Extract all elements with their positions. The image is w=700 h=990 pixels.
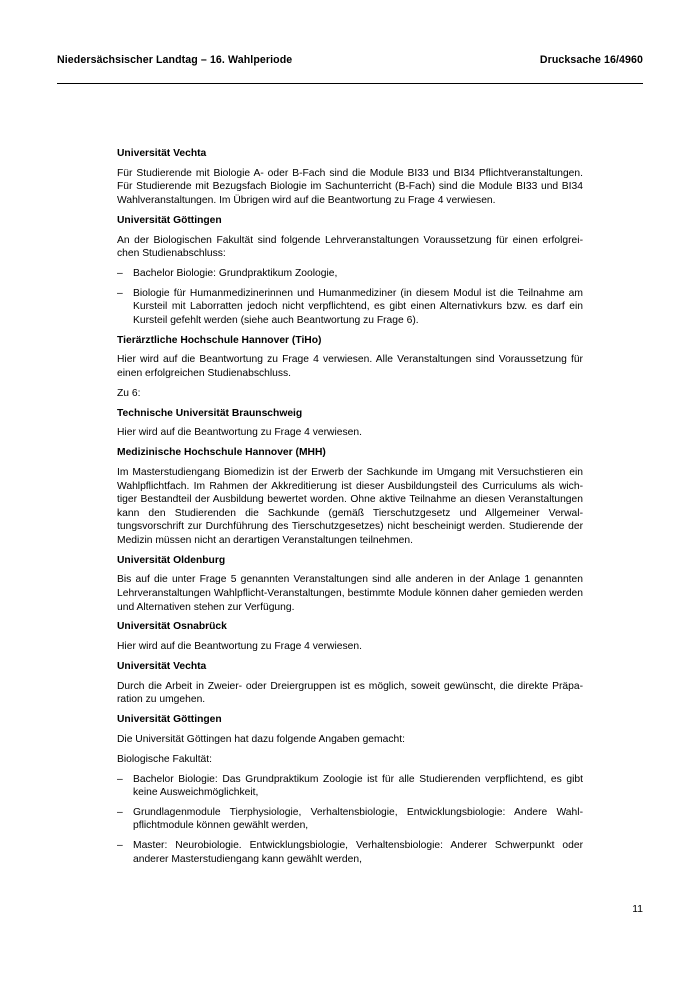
- header-divider: [57, 83, 643, 84]
- paragraph: Die Universität Göttingen hat dazu folgende Angaben gemacht:: [117, 733, 405, 745]
- paragraph: Biologische Fakultät:: [117, 753, 213, 765]
- section-heading: Medizinische Hochschule Hannover (MHH): [117, 447, 326, 459]
- list-item-text: Grundlagenmodule Tierphysiologie, Verhaltensbiologie, Entwicklungsbiologie: Andere Wahlpflichtmodule können gewählt werden,: [133, 806, 583, 832]
- list-item-text: Biologie für Humanmedizinerinnen und Humanmediziner (in diesem Modul ist die Teilnahme am Kursteil mit Laborratten jedoch nicht verpflichtend, es gibt einen Alternativkurs bzw. es darf ein Kursteil gefehlt werden (siehe auch Beantwortung zu Frage 6).: [133, 287, 583, 326]
- dash-list: [117, 773, 583, 867]
- list-item: [117, 773, 583, 800]
- header-title: Niedersächsischer Landtag – 16. Wahlperiode: [57, 54, 293, 66]
- paragraph: Im Masterstudiengang Biomedizin ist der Erwerb der Sachkunde im Umgang mit Versuchstieren ein Wahlpflichtfach. Im Rahmen der Akkreditierung ist dieser Ausbildungsteil des Curriculums als wichtiger Bestandteil der Ausbildung bewertet worden. Ohne aktive Teilnahme an diesen Veranstaltungen kann den Studierenden die Sachkunde (gemäß Tierschutzgesetz und Allgemeiner Verwaltungsvorschrift zur Durchführung des Tierschutzgesetzes) nicht bescheinigt werden. Studierende der Medizin müssen nicht an derartigen Veranstaltungen teilnehmen.: [117, 466, 583, 546]
- paragraph: Für Studierende mit Biologie A- oder B-Fach sind die Module BI33 und BI34 Pflichtveranstaltungen. Für Studierende mit Bezugsfach Biologie im Sachunterricht (B-Fach) sind die Module BI33 und BI34 Wahlveranstaltungen. Im Übrigen wird auf die Beantwortung zu Frage 4 verwiesen.: [117, 167, 583, 206]
- list-item: [117, 806, 583, 833]
- paragraph: An der Biologischen Fakultät sind folgende Lehrveranstaltungen Voraussetzung für einen erfolgreichen Studienabschluss:: [117, 234, 583, 260]
- list-item: [117, 287, 583, 328]
- list-item-text: Bachelor Biologie: Grundpraktikum Zoologie,: [133, 267, 338, 279]
- section-heading: Universität Vechta: [117, 661, 207, 672]
- list-item-text: Bachelor Biologie: Das Grundpraktikum Zoologie ist für alle Studierenden verpflichtend, es gibt keine Ausweichmöglichkeit,: [133, 773, 583, 799]
- section-heading: Technische Universität Braunschweig: [117, 407, 303, 419]
- header-document-number: Drucksache 16/4960: [539, 54, 643, 66]
- section-heading: Universität Göttingen: [117, 214, 222, 226]
- paragraph: Bis auf die unter Frage 5 genannten Veranstaltungen sind alle anderen in der Anlage 1 genannten Lehrveranstaltungen Wahlpflicht-Veranstaltungen, bestimmte Module können daher gemieden werden und Alternativen stehen zur Verfügung.: [117, 574, 583, 613]
- paragraph: Hier wird auf die Beantwortung zu Frage 4 verwiesen.: [117, 427, 362, 439]
- dash-bullet: –: [117, 840, 123, 852]
- page-number: 11: [632, 904, 643, 915]
- dash-bullet: –: [117, 773, 123, 785]
- paragraph: Durch die Arbeit in Zweier- oder Dreiergruppen ist es möglich, soweit gewünscht, die direkte Präparation zu umgehen.: [117, 680, 583, 706]
- dash-bullet: –: [117, 806, 123, 818]
- running-header: [57, 54, 643, 66]
- list-item: [117, 267, 583, 281]
- section-heading: Universität Göttingen: [117, 714, 222, 726]
- section-heading: Tierärztliche Hochschule Hannover (TiHo): [117, 334, 322, 346]
- paragraph: Hier wird auf die Beantwortung zu Frage 4 verwiesen.: [117, 641, 362, 653]
- section-heading: Universität Osnabrück: [117, 621, 227, 633]
- section-heading: Universität Vechta: [117, 148, 207, 159]
- list-item: [117, 839, 583, 866]
- section-heading: Universität Oldenburg: [117, 554, 226, 566]
- dash-bullet: –: [117, 267, 123, 279]
- paragraph: Zu 6:: [117, 387, 141, 399]
- document-body: [117, 147, 583, 873]
- dash-bullet: –: [117, 287, 123, 299]
- list-item-text: Master: Neurobiologie. Entwicklungsbiologie, Verhaltensbiologie: Anderer Schwerpunkt oder anderer Masterstudiengang kann gewählt werden,: [133, 840, 583, 865]
- dash-list: [117, 267, 583, 328]
- paragraph: Hier wird auf die Beantwortung zu Frage 4 verwiesen. Alle Veranstaltungen sind Voraussetzung für einen erfolgreichen Studienabschluss.: [117, 354, 583, 380]
